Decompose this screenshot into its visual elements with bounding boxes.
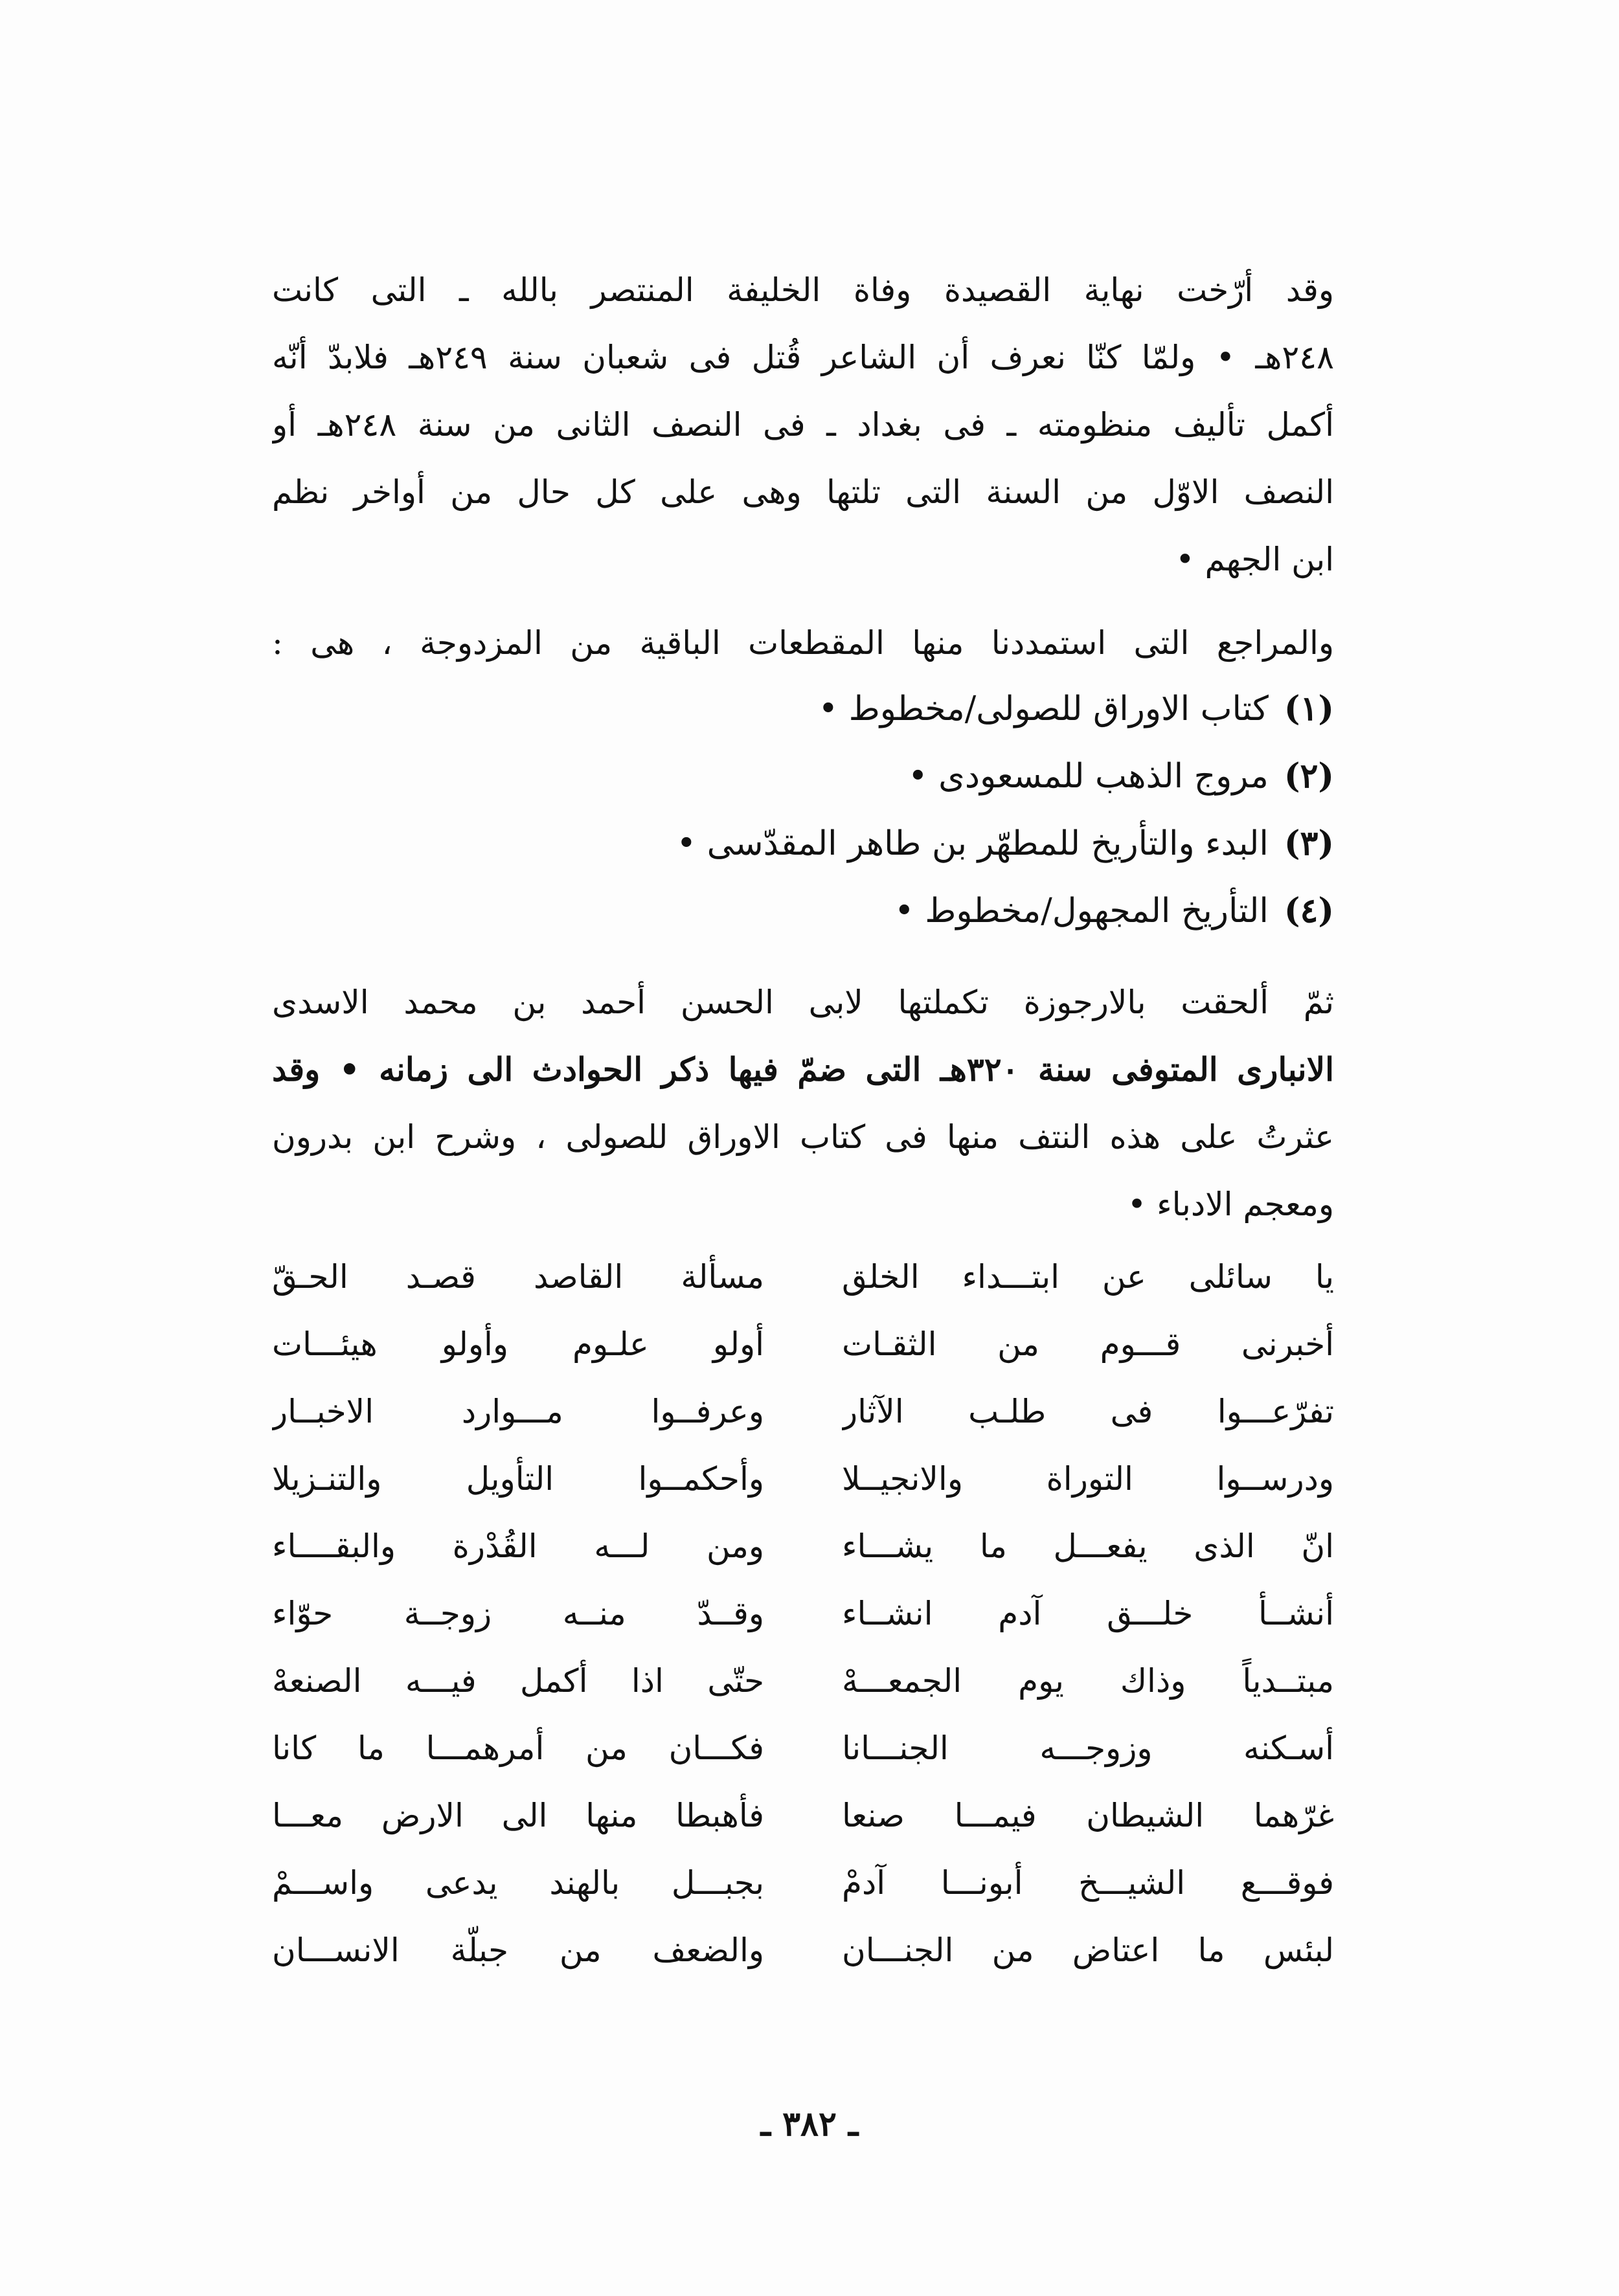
verse-first-hemistich: مبتــدياً وذاك يوم الجمعـــهْ [842,1662,1334,1700]
verse-second-hemistich: وقــدّ منــه زوجــة حوّاء [272,1595,764,1632]
verse [272,1580,1334,1647]
verse [272,1715,1334,1782]
verse [272,1243,1334,1311]
reference-text: التأريخ المجهول/مخطوط • [894,892,1269,930]
paragraph-line: ٢٤٨هـ • ولمّا كنّا نعرف أن الشاعر قُتل فى شعبان سنة ٢٤٩هـ فلابدّ أنّه [272,339,1334,376]
verse [272,1513,1334,1580]
verse [272,1917,1334,1984]
verse-second-hemistich: والضعف من جبلّة الانســـان [272,1931,764,1969]
reference-number: (١) [1284,689,1334,728]
verse-second-hemistich: فأهبطا منها الى الارض معـــا [272,1797,764,1834]
verse-second-hemistich: بجبـــل بالهند يدعى واســـمْ [272,1864,764,1902]
reference-text: مروج الذهب للمسعودى • [907,757,1269,796]
verse-first-hemistich: ودرســوا التوراة والانجيــلا [842,1460,1334,1498]
reference-text: البدء والتأريخ للمطهّر بن طاهر المقدّسى • [676,824,1269,863]
verse-first-hemistich: أنشــأ خلـــق آدم انشــاء [842,1595,1334,1632]
verse [272,1445,1334,1513]
verse-second-hemistich: ومن لـــه القُدْرة والبقــــاء [272,1527,764,1565]
page-number: ـ ٣٨٢ ـ [760,2104,859,2144]
verse-first-hemistich: انّ الذى يفعـــل ما يشـــاء [842,1527,1334,1565]
reference-item [272,677,1334,741]
reference-text: كتاب الاوراق للصولى/مخطوط • [818,690,1269,728]
appendix-paragraph [272,971,1334,1243]
references-intro [272,612,1334,677]
verse-first-hemistich: لبئس ما اعتاض من الجنـــان [842,1931,1334,1969]
reference-item [272,744,1334,809]
verse [272,1782,1334,1849]
paragraph-line: ابن الجهم • [1175,541,1334,578]
verse-first-hemistich: أسـكنه وزوجـــه الجنـــانا [842,1729,1334,1767]
paragraph-line: وقد أرّخت نهاية القصيدة وفاة الخليفة المنتصر بالله ـ التى كانت [272,271,1334,309]
verse-second-hemistich: وأحكمــوا التأويل والتنـزيلا [272,1460,764,1498]
references-intro-line: والمراجع التى استمددنا منها المقطعات الباقية من المزدوجة ، هى : [272,624,1334,662]
reference-item [272,879,1334,943]
verse-second-hemistich: مسألة القاصد قصـد الحـقّ [272,1258,764,1296]
verse [272,1378,1334,1445]
intro-paragraph [272,259,1334,596]
verse-first-hemistich: أخبرنى قـــوم من الثقـات [842,1325,1334,1363]
reference-number: (٢) [1284,756,1334,796]
verse [272,1849,1334,1917]
reference-number: (٣) [1284,824,1334,863]
paragraph-line: الانبارى المتوفى سنة ٣٢٠هـ التى ضمّ فيها ذكر الحوادث الى زمانه • وقد [272,1050,1334,1088]
paragraph-line: ومعجم الادباء • [1127,1186,1334,1223]
verse [272,1311,1334,1378]
verse-first-hemistich: يا سائلى عن ابتـــداء الخلق [842,1258,1334,1296]
verse-first-hemistich: فوقـــع الشيـــخ أبونـــا آدمْ [842,1864,1334,1902]
verse-first-hemistich: غرّهما الشيطان فيمـــا صنعا [842,1797,1334,1834]
references-list [272,677,1334,949]
paragraph-line: النصف الاوّل من السنة التى تلتها وهى على كل حال من أواخر نظم [272,473,1334,511]
poem [272,1243,1334,1994]
verse-second-hemistich: أولو علـوم وأولو هيئـــات [272,1325,764,1363]
reference-number: (٤) [1284,891,1334,930]
verse-second-hemistich: وعرفــوا مـــوارد الاخبــار [272,1393,764,1430]
paragraph-line: عثرتُ على هذه النتف منها فى كتاب الاوراق للصولى ، وشرح ابن بدرون [272,1118,1334,1156]
verse [272,1647,1334,1715]
paragraph-line: أكمل تأليف منظومته ـ فى بغداد ـ فى النصف الثانى من سنة ٢٤٨هـ أو [272,406,1334,444]
paragraph-line: ثمّ ألحقت بالارجوزة تكملتها لابى الحسن أحمد بن محمد الاسدى [272,984,1334,1021]
reference-item [272,811,1334,876]
verse-first-hemistich: تفرّعـــوا فى طلـب الآثار [842,1393,1334,1430]
verse-second-hemistich: فكـــان من أمرهمـــا ما كانا [272,1729,764,1767]
verse-second-hemistich: حتّى اذا أكمل فيـــه الصنعهْ [272,1662,764,1700]
